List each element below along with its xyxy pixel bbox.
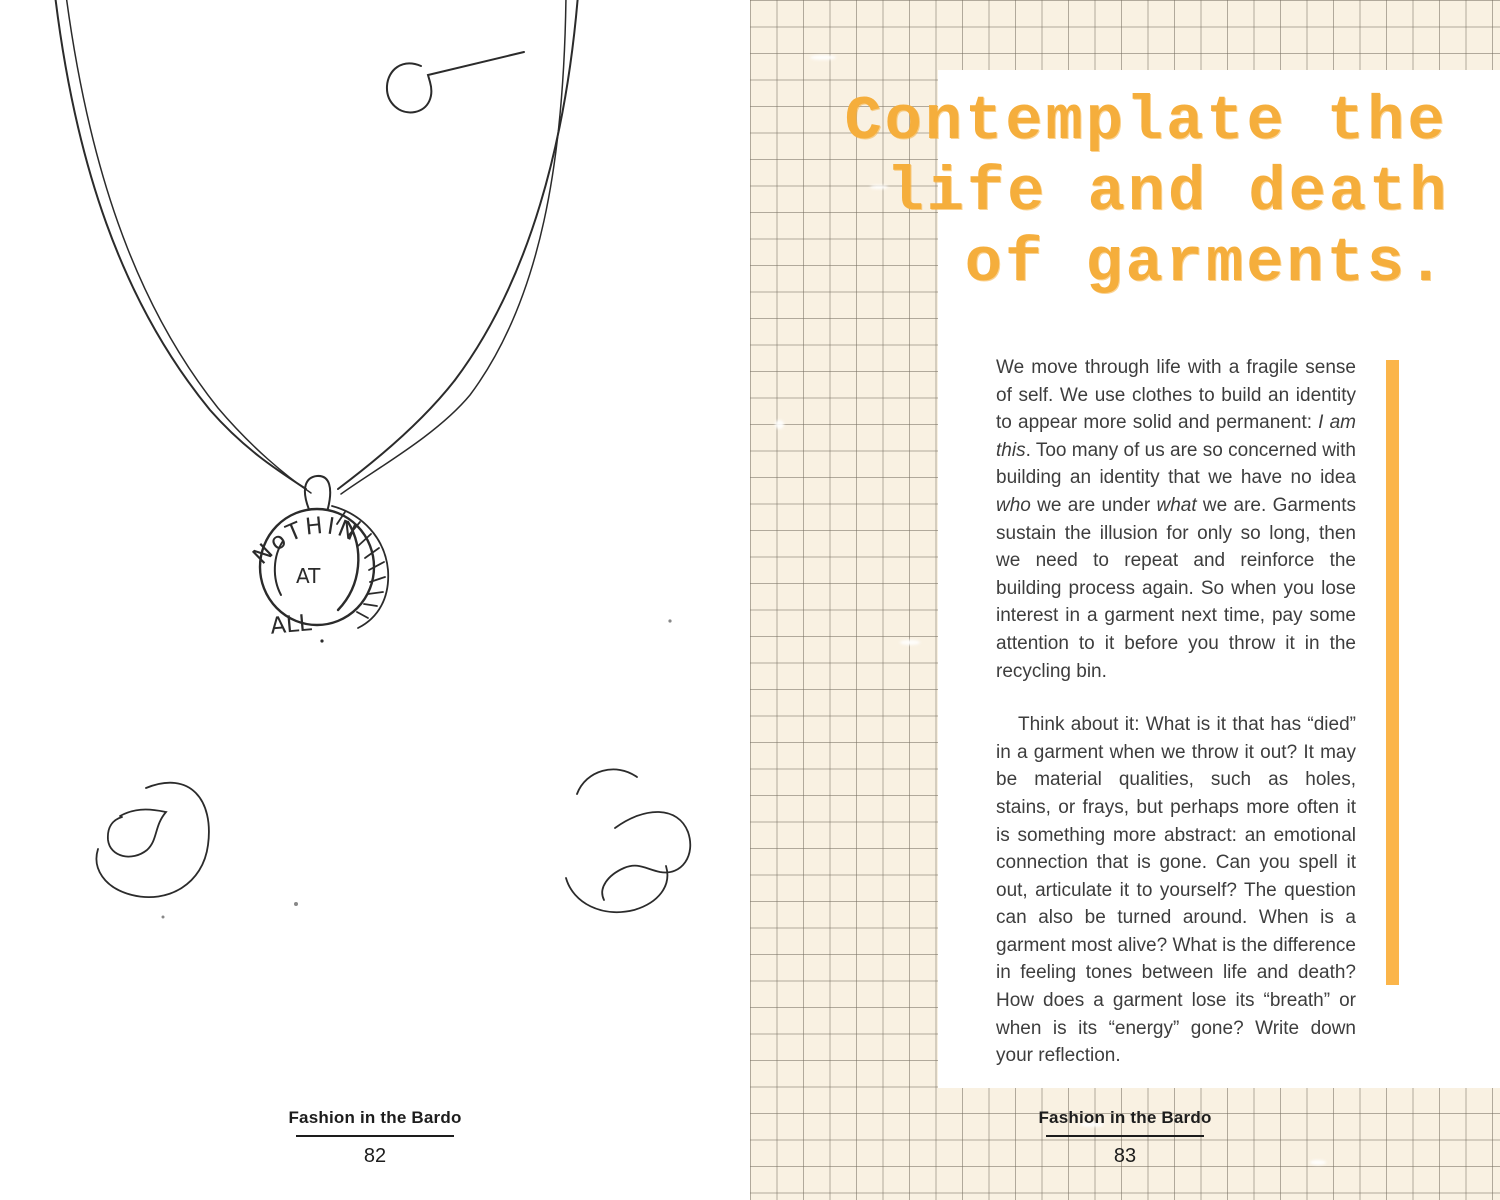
footer-divider — [1046, 1135, 1204, 1137]
necklace-cord — [55, 0, 578, 494]
pendant-text-at: AT — [296, 564, 321, 588]
right-page-footer — [965, 1108, 1285, 1168]
ink-dot — [320, 639, 323, 642]
page-title — [830, 86, 1462, 299]
book-title: Fashion in the Bardo — [288, 1108, 462, 1127]
page-number: 82 — [363, 1145, 387, 1167]
pendant-text-all: ALL — [269, 610, 313, 640]
page-title-line: Contemplate the — [844, 86, 1448, 157]
doodle-right — [566, 769, 690, 912]
paper-scuff-mark — [810, 55, 836, 60]
paper-specks — [162, 619, 672, 918]
paragraph: We move through life with a fragile sense of self. We use clothes to build an identity to appear more solid and permanent: I am this. Too many of us are so concerned with building an identity that we have no idea who we are under what we are. Garments sustain the illusion for only so long, then we need to repeat and reinforce the building process again. So when you lose interest in a garment next time, pay some attention to it before you throw it in the recycling bin. — [996, 357, 1357, 682]
paper-scuff-mark — [900, 640, 920, 645]
paragraph: Think about it: What is it that has “died” in a garment when we throw it out? It may be material qualities, such as holes, stains, or frays, but perhaps more often it is something more abstract: an emotional connection that is gone. Can you spell it out, articulate it to yourself? The question can also be turned around. When is a garment most alive? What is the difference in feeling tones between life and death? How does a garment lose its “breath” or when is its “energy” gone? Write down your reflection. — [996, 714, 1356, 1067]
pendant-text-arc: NoTHIN — [248, 512, 363, 570]
page-title-line: of garments. — [964, 228, 1448, 299]
accent-bar — [1386, 360, 1399, 985]
page-title-line: life and death — [886, 157, 1450, 228]
body-text — [996, 354, 1356, 1070]
left-page-footer — [215, 1108, 535, 1168]
paper-scuff-mark — [775, 420, 784, 429]
book-title: Fashion in the Bardo — [1038, 1108, 1212, 1127]
right-page — [750, 0, 1500, 1200]
doodle-left — [96, 783, 208, 897]
paper-scuff-mark — [1310, 1160, 1326, 1165]
clasp-doodle — [387, 52, 524, 112]
pendant-loop — [305, 476, 330, 512]
footer-divider — [296, 1135, 454, 1137]
page-number: 83 — [1113, 1145, 1137, 1167]
